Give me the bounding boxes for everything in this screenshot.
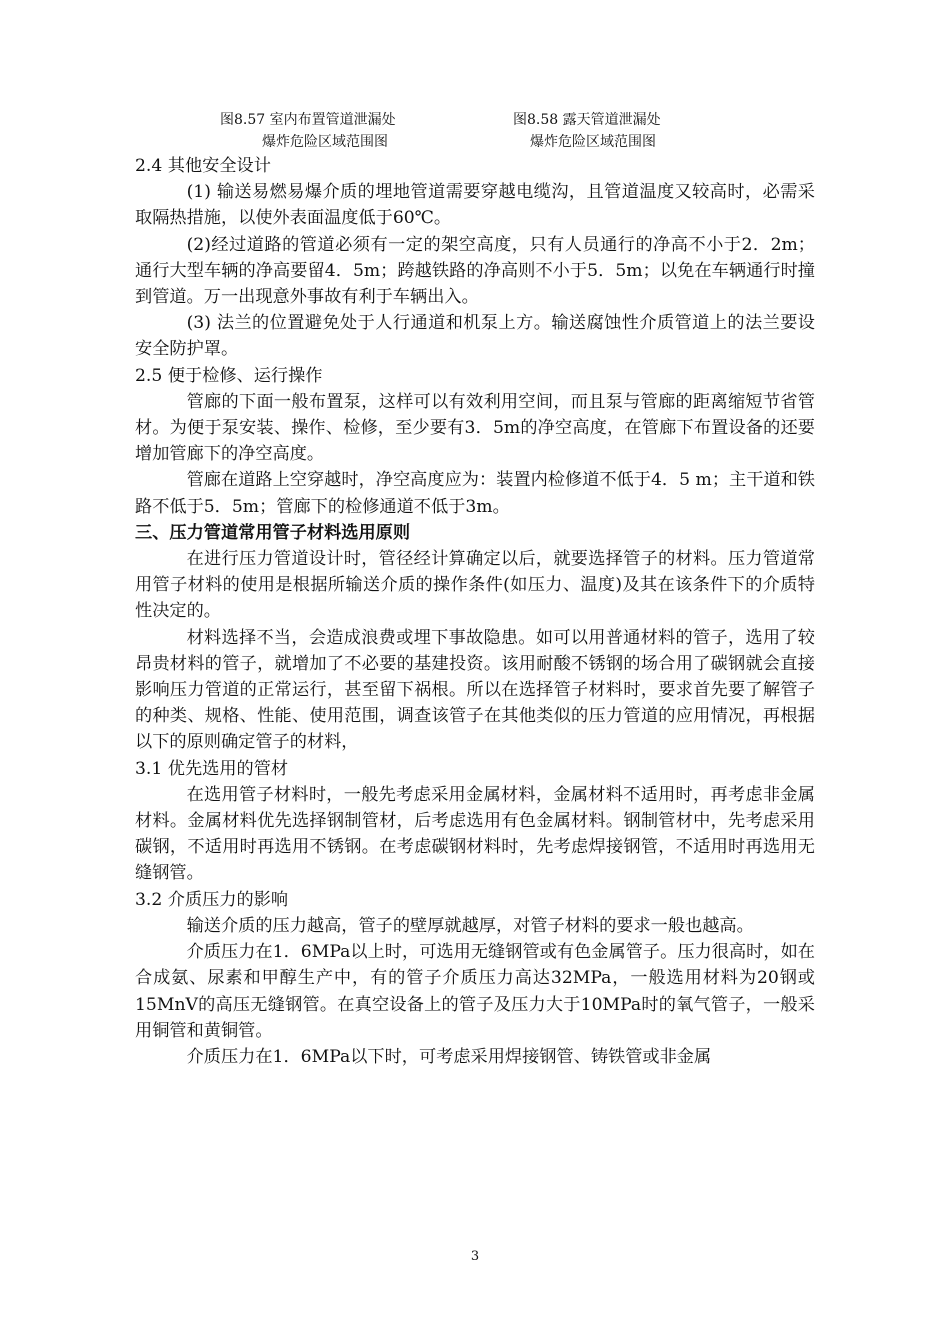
section-heading-3-2: 3.2 介质压力的影响 [135,889,289,910]
paragraph: 介质压力在1．6MPa以下时，可考虑采用焊接钢管、铸铁管或非金属 [186,1046,712,1067]
figure-8-58-caption-cont: 爆炸危险区域范围图 [530,134,656,150]
paragraph: 介质压力在1．6MPa以上时，可选用无缝钢管或有色金属管子。压力很高时，如在合成氨、尿素和甲醇生产中，有的管子介质压力高达32MPa，一般选用材料为20钢或15MnV的高压无缝钢管。在真空设备上的管子及压力大于10MPa时的氧气管子，一般采用铜管和黄铜管。 [135,942,815,1041]
page-number: 3 [470,1249,480,1264]
section-heading-2-4: 2.4 其他安全设计 [135,156,271,176]
paragraph: 管廊的下面一般布置泵，这样可以有效利用空间，而且泵与管廊的距离缩短节省管材。为便于泵安装、操作、检修，至少要有3．5m的净空高度，在管廊下布置设备的还要增加管廊下的净空高度。 [135,391,815,465]
figure-8-57-caption-cont: 爆炸危险区域范围图 [262,134,388,150]
paragraph: (3) 法兰的位置避免处于人行通道和机泵上方。输送腐蚀性介质管道上的法兰要设安全防护罩。 [135,313,815,360]
paragraph: (2)经过道路的管道必须有一定的架空高度，只有人员通行的净高不小于2．2m；通行大型车辆的净高要留4．5m；跨越铁路的净高则不小于5．5m；以免在车辆通行时撞到管道。万一出现意外事故有利于车辆出入。 [135,234,815,308]
paragraph: 在进行压力管道设计时，管径经计算确定以后，就要选择管子的材料。压力管道常用管子材料的使用是根据所输送介质的操作条件(如压力、温度)及其在该条件下的介质特性决定的。 [135,549,815,622]
figure-8-57-caption: 图8.57 室内布置管道泄漏处 [220,112,396,128]
paragraph: 材料选择不当，会造成浪费或埋下事故隐患。如可以用普通材料的管子，选用了较昂贵材料的管子，就增加了不必要的基建投资。该用耐酸不锈钢的场合用了碳钢就会直接影响压力管道的正常运行，甚至留下祸根。所以在选择管子材料时，要求首先要了解管子的种类、规格、性能、使用范围，调查该管子在其他类似的压力管道的应用情况，再根据以下的原则确定管子的材料， [135,627,815,753]
section-heading-3-1: 3.1 优先选用的管材 [135,758,289,779]
figure-8-58-caption: 图8.58 露天管道泄漏处 [513,112,661,128]
paragraph: 在选用管子材料时，一般先考虑采用金属材料，金属材料不适用时，再考虑非金属材料。金属材料优先选择钢制管材，后考虑选用有色金属材料。钢制管材中，先考虑采用碳钢，不适用时再选用不锈钢。在考虑碳钢材料时，先考虑焊接钢管，不适用时再选用无缝钢管。 [135,784,815,884]
chapter-heading-3: 三、压力管道常用管子材料选用原则 [135,522,411,543]
paragraph: (1) 输送易燃易爆介质的埋地管道需要穿越电缆沟，且管道温度又较高时，必需采取隔热措施，以使外表面温度低于60℃。 [135,182,815,229]
section-heading-2-5: 2.5 便于检修、运行操作 [135,365,323,386]
paragraph: 管廊在道路上空穿越时，净空高度应为：装置内检修道不低于4．5 m；主干道和铁路不低于5．5m；管廊下的检修通道不低于3m。 [135,470,815,517]
document-body [135,153,815,1070]
figure-captions [0,110,950,154]
paragraph: 输送介质的压力越高，管子的壁厚就越厚，对管子材料的要求一般也越高。 [186,915,754,936]
